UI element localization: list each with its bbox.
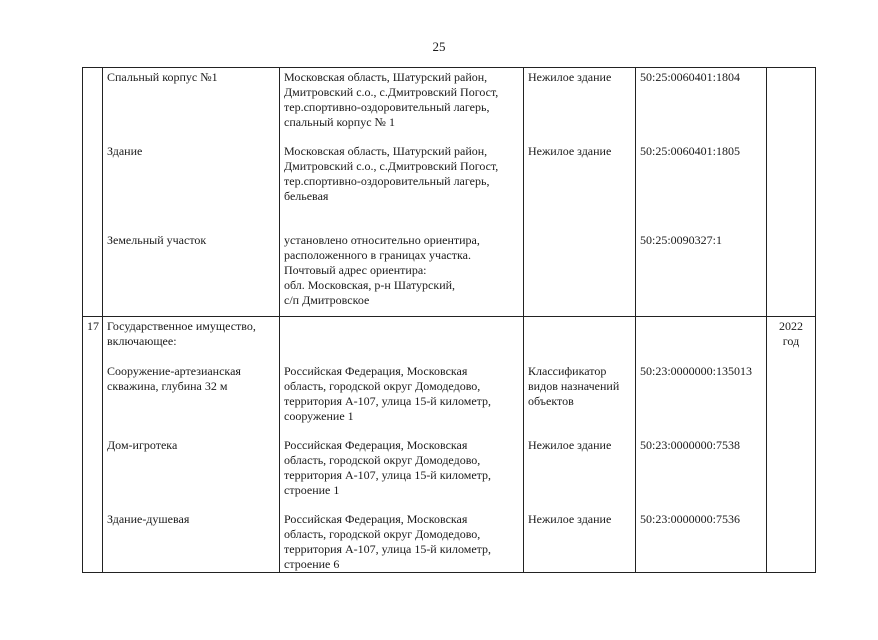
object-type	[524, 317, 636, 362]
row-number	[83, 68, 103, 142]
row-number	[83, 362, 103, 436]
transfer-year	[767, 231, 816, 317]
object-name: Здание	[103, 142, 280, 231]
object-type	[524, 231, 636, 317]
cadastral-number: 50:23:0000000:7538	[636, 436, 767, 510]
object-type: Нежилое здание	[524, 436, 636, 510]
object-address: установлено относительно ориентира, расположенного в границах участка. Почтовый адрес ориентира: обл. Московская, р-н Шатурский, с/п Дмитровское	[280, 231, 524, 317]
row-number: 17	[83, 317, 103, 362]
object-name: Земельный участок	[103, 231, 280, 317]
transfer-year	[767, 510, 816, 573]
object-address: Московская область, Шатурский район, Дмитровский с.о., с.Дмитровский Погост, тер.спортивно-оздоровительный лагерь, спальный корпус № 1	[280, 68, 524, 142]
cadastral-number: 50:25:0060401:1805	[636, 142, 767, 231]
cadastral-number: 50:25:0090327:1	[636, 231, 767, 317]
table-row	[83, 317, 816, 362]
object-address: Российская Федерация, Московская область, городской округ Домодедово, территория А-107, улица 15-й километр, сооружение 1	[280, 362, 524, 436]
object-address	[280, 317, 524, 362]
cadastral-number	[636, 317, 767, 362]
object-type: Нежилое здание	[524, 68, 636, 142]
object-name: Дом-игротека	[103, 436, 280, 510]
table-row	[83, 362, 816, 436]
row-number	[83, 510, 103, 573]
object-address: Московская область, Шатурский район, Дмитровский с.о., с.Дмитровский Погост, тер.спортивно-оздоровительный лагерь, бельевая	[280, 142, 524, 231]
transfer-year	[767, 68, 816, 142]
transfer-year: 2022 год	[767, 317, 816, 362]
object-type: Нежилое здание	[524, 510, 636, 573]
transfer-year	[767, 142, 816, 231]
page-number: 25	[432, 39, 446, 54]
table-row	[83, 231, 816, 317]
object-name: Государственное имущество, включающее:	[103, 317, 280, 362]
table-row	[83, 510, 816, 573]
table-row	[83, 142, 816, 231]
object-address: Российская Федерация, Московская область, городской округ Домодедово, территория А-107, улица 15-й километр, строение 6	[280, 510, 524, 573]
transfer-year	[767, 362, 816, 436]
cadastral-number: 50:23:0000000:135013	[636, 362, 767, 436]
cadastral-number: 50:23:0000000:7536	[636, 510, 767, 573]
object-type: Классификатор видов назначений объектов	[524, 362, 636, 436]
table-row	[83, 68, 816, 142]
row-number	[83, 436, 103, 510]
object-address: Российская Федерация, Московская область, городской округ Домодедово, территория А-107, улица 15-й километр, строение 1	[280, 436, 524, 510]
object-type: Нежилое здание	[524, 142, 636, 231]
cadastral-number: 50:25:0060401:1804	[636, 68, 767, 142]
property-table	[82, 67, 816, 573]
transfer-year	[767, 436, 816, 510]
table-row	[83, 436, 816, 510]
row-number	[83, 142, 103, 231]
object-name: Здание-душевая	[103, 510, 280, 573]
row-number	[83, 231, 103, 317]
object-name: Спальный корпус №1	[103, 68, 280, 142]
object-name: Сооружение-артезианская скважина, глубина 32 м	[103, 362, 280, 436]
